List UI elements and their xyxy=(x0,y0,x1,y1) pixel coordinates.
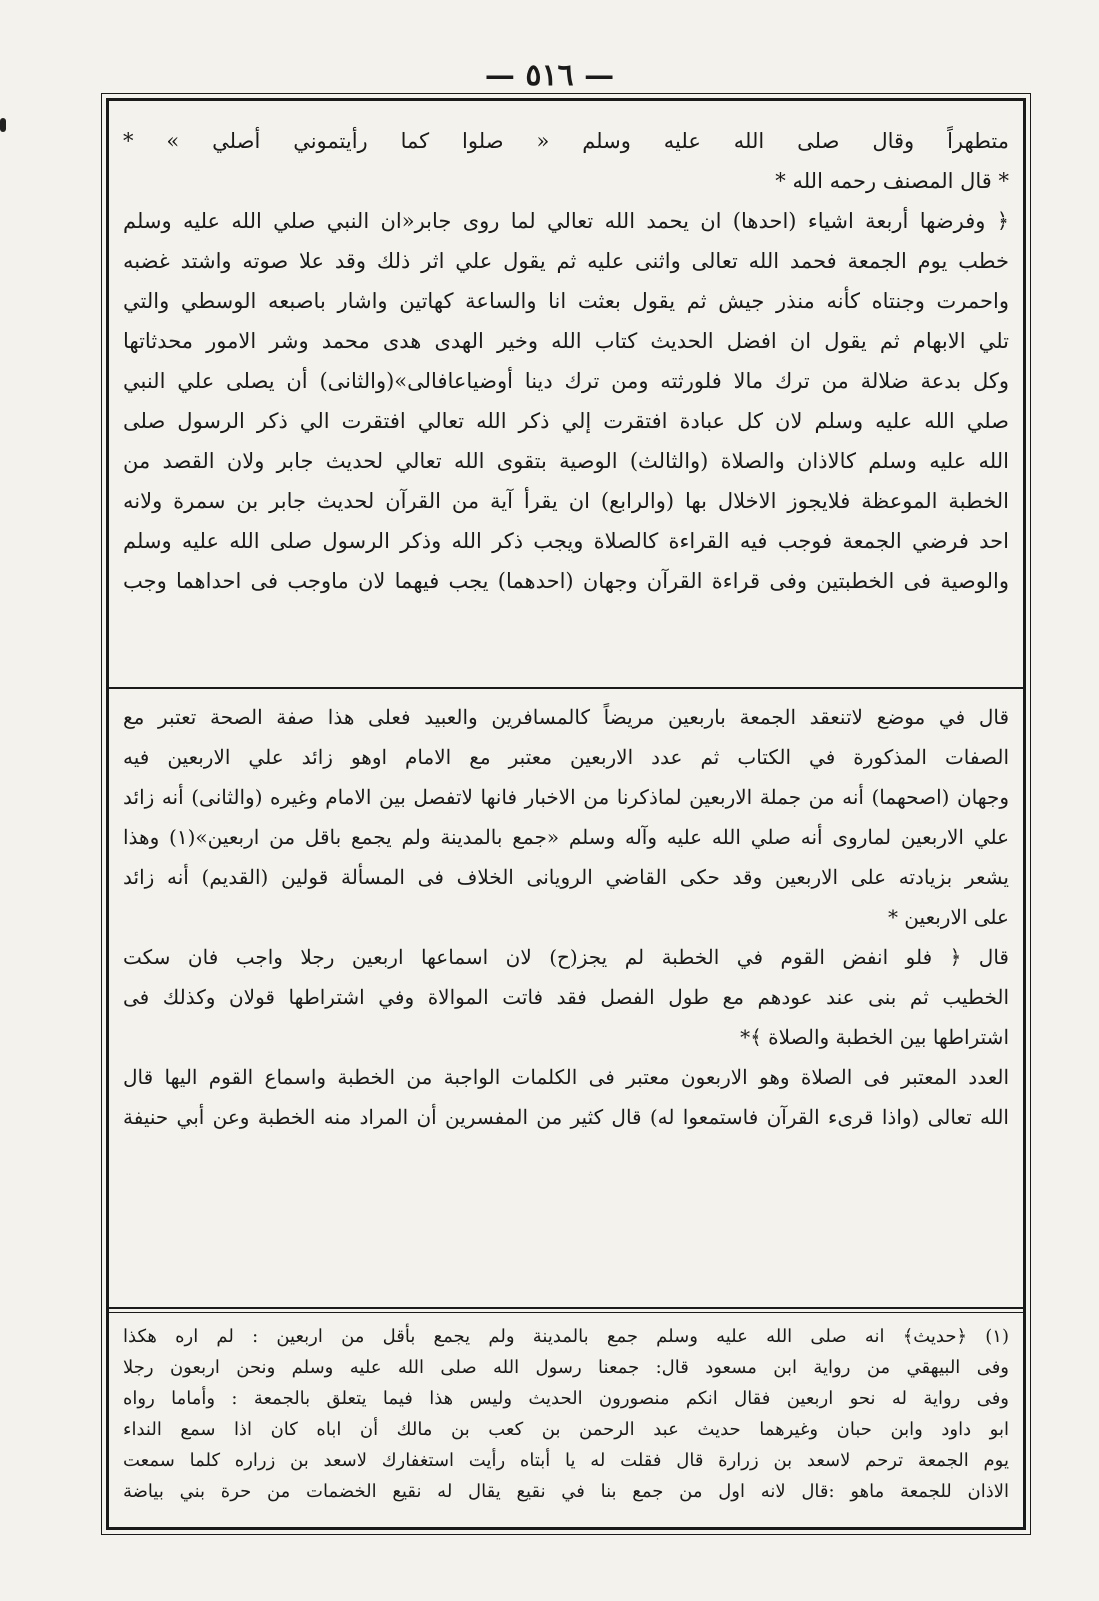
main-line: خطب يوم الجمعة فحمد الله تعالى واثنى عليه ثم يقول علي اثر ذلك وقد علا صوته واشتد غضبه xyxy=(123,249,1009,273)
commentary-text xyxy=(109,697,1023,1297)
footnote-line: الاذان للجمعة ماهو :قال لانه اول من جمع بنا في نقيع يقال له نقيع الخضمات من حرة بني بياضة xyxy=(123,1481,1009,1502)
main-line: متطهراً وقال صلى الله عليه وسلم « صلوا كما رأيتموني أصلي » * xyxy=(123,129,1009,153)
footnote-text xyxy=(109,1321,1023,1517)
commentary-line: قال ﴿ فلو انفض القوم في الخطبة لم يجز(ح) لان اسماعها اربعين رجلا واجب فان سكت xyxy=(123,945,1009,969)
edge-speck xyxy=(0,118,6,132)
main-line: احد فرضي الجمعة فوجب فيه القراءة كالصلاة ويجب ذكر الله وذكر الرسول صلى الله عليه وسلم xyxy=(123,529,1009,553)
page-frame xyxy=(106,98,1026,1530)
commentary-line: يشعر بزيادته على الاربعين وقد حكى القاضي الرويانى الخلاف فى المسألة قولين (القديم) أنه زائد xyxy=(123,865,1009,889)
footnote-line: وفى رواية له نحو اربعين فقال انكم منصورون الحديث وليس هذا فيما يتعلق بالجمعة : وأماما رواه xyxy=(123,1388,1009,1409)
commentary-line: وجهان (اصحهما) أنه من جملة الاربعين لماذكرنا من الاخبار فانها لاتفصل بين الامام وغيره (والثانى) أنه زائد xyxy=(123,785,1009,809)
main-line: الخطبة الموعظة فلايجوز الاخلال بها (والرابع) ان يقرأ آية من القرآن لحديث جابر بن سمرة ولانه xyxy=(123,489,1009,513)
commentary-line: الصفات المذكورة في الكتاب ثم عدد الاربعين معتبر مع الامام اوهو زائد علي الاربعين فيه xyxy=(123,745,1009,769)
section-divider xyxy=(109,687,1023,689)
commentary-line: على الاربعين * xyxy=(887,905,1009,929)
footnote-line: يوم الجمعة ترحم لاسعد بن زرارة قال فقلت له يا أبتاه رأيت استغفارك لاسعد بن زراره كلما سمعت xyxy=(123,1450,1009,1471)
main-line: الله عليه وسلم كالاذان والصلاة (والثالث) الوصية بتقوى الله تعالي لحديث جابر ولان القصد من xyxy=(123,449,1009,473)
footnote-line: وفى البيهقي من رواية ابن مسعود قال: جمعنا رسول الله صلى الله عليه وسلم ونحن اربعون رجلا xyxy=(123,1357,1009,1378)
commentary-line: اشتراطها بين الخطبة والصلاة ﴾* xyxy=(740,1025,1009,1049)
main-line: تلي الابهام ثم يقول ان افضل الحديث كتاب الله وخير الهدى هدى محمد وشر الامور محدثاتها xyxy=(123,329,1009,353)
commentary-line: الله تعالى (واذا قرىء القرآن فاستمعوا له) قال كثير من المفسرين أن المراد منه الخطبة وعن أبي حنيفة xyxy=(123,1105,1009,1129)
main-line: وكل بدعة ضلالة من ترك مالا فلورثته ومن ترك دينا أوضياعافالى»(والثانى) أن يصلى علي النبي xyxy=(123,369,1009,393)
footnote-line: (١) ﴿حديث﴾ انه صلى الله عليه وسلم جمع بالمدينة ولم يجمع بأقل من اربعين : لم اره هكذا xyxy=(123,1326,1009,1347)
footnote-line: ابو داود وابن حبان وغيرهما حديث عبد الرحمن بن كعب بن مالك أن اباه كان اذا سمع النداء xyxy=(123,1419,1009,1440)
commentary-line: العدد المعتبر فى الصلاة وهو الاربعون معتبر فى الكلمات الواجبة من الخطبة واسماع القوم اليها قال xyxy=(123,1065,1009,1089)
page-number: — ٥١٦ — xyxy=(484,58,615,93)
main-line: ﴿ وفرضها أربعة اشياء (احدها) ان يحمد الله تعالي لما روى جابر«ان النبي صلي الله عليه وسلم xyxy=(123,209,1009,233)
main-line: * قال المصنف رحمه الله * xyxy=(775,169,1009,193)
footnote-divider xyxy=(109,1307,1023,1309)
commentary-line: الخطيب ثم بنى عند عودهم مع طول الفصل فقد فاتت الموالاة وفي اشتراطها قولان وكذلك فى xyxy=(123,985,1009,1009)
main-line: واحمرت وجنتاه كأنه منذر جيش ثم يقول بعثت انا والساعة كهاتين واشار باصبعه الوسطي والتي xyxy=(123,289,1009,313)
main-line: صلي الله عليه وسلم لان كل عبادة افتقرت إلي ذكر الله تعالي افتقرت الي ذكر الرسول صلى xyxy=(123,409,1009,433)
main-text xyxy=(109,121,1023,681)
commentary-line: قال في موضع لاتنعقد الجمعة باربعين مريضاً كالمسافرين والعبيد فعلى هذا صفة الصحة تعتبر مع xyxy=(123,705,1009,729)
commentary-line: علي الاربعين لماروى أنه صلي الله عليه وآله وسلم «جمع بالمدينة ولم يجمع باقل من اربعين»(١) وهذا xyxy=(123,825,1009,849)
main-line: والوصية فى الخطبتين وفى قراءة القرآن وجهان (احدهما) يجب فيهما لان ماوجب فى احداهما وجب xyxy=(123,569,1009,593)
